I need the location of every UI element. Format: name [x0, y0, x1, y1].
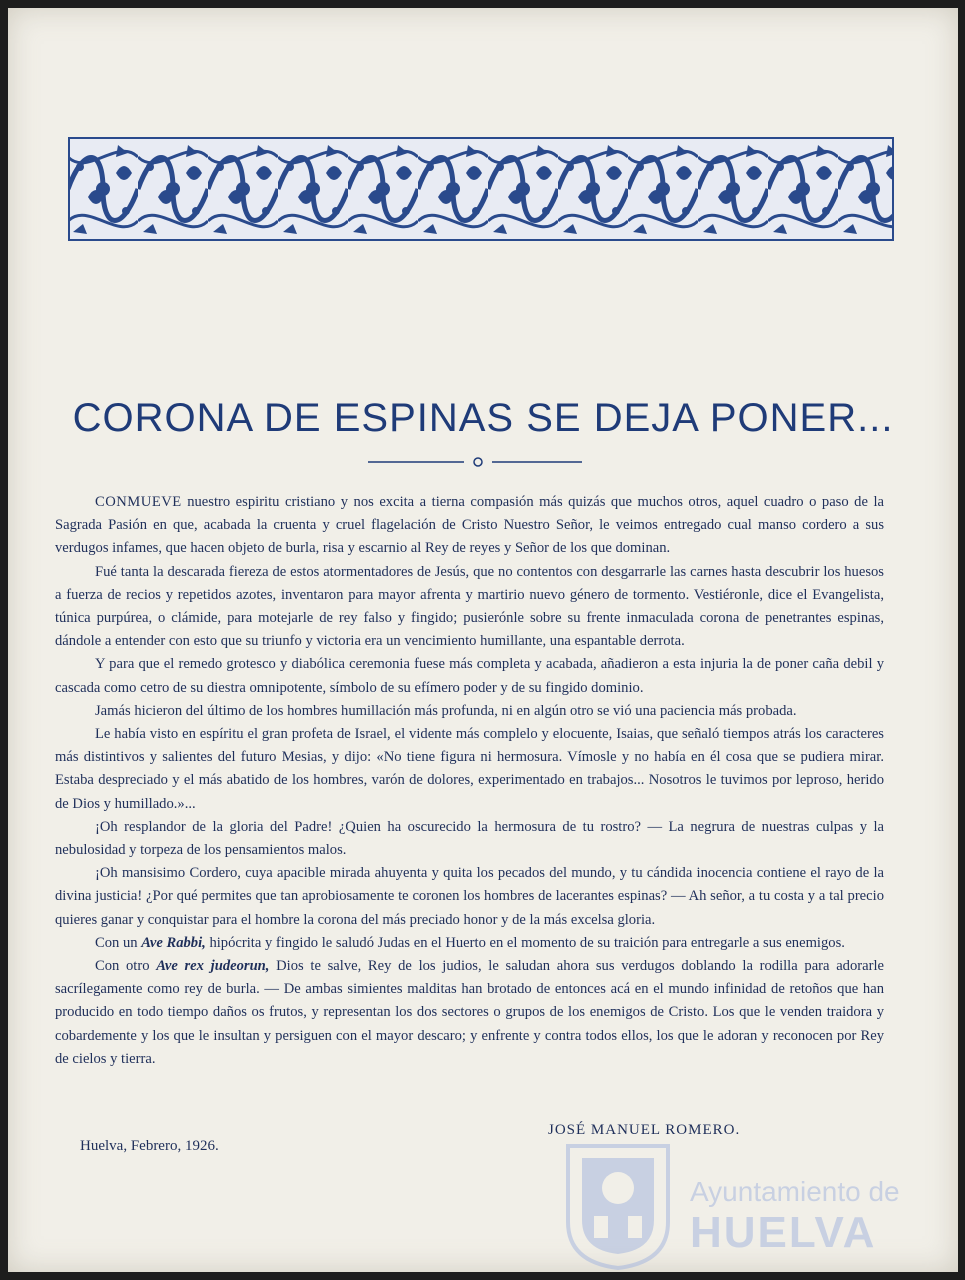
- article-body: [55, 491, 884, 1071]
- paragraph: Y para que el remedo grotesco y diabólica ceremonia fuese más completa y acabada, añadieron a esta injuria la de poner caña debil y cascada como cetro de su diestra omnipotente, símbolo de su efímero poder y de su fingido dominio.: [55, 656, 884, 696]
- paragraph: ¡Oh mansisimo Cordero, cuya apacible mirada ahuyenta y quita los pecados del mundo, y tu cándida inocencia contiene el rayo de la divina justicia! ¿Por qué permites que tan aprobiosamente te coronen los hombres de lacerantes espinas? — Ah señor, a tu costa y a tal precio quieres ganar y conquistar para el hombre la corona del más preciado honor y de la más excelsa gloria.: [55, 865, 884, 928]
- ornamental-header-band: [68, 137, 894, 241]
- latin-phrase: Ave rex judeorun,: [156, 958, 270, 975]
- page-title: CORONA DE ESPINAS SE DEJA PONER...: [72, 396, 894, 440]
- watermark-line-2: HUELVA: [690, 1208, 877, 1257]
- city-seal-icon: [558, 1142, 678, 1272]
- paragraph: ¡Oh resplandor de la gloria del Padre! ¿Quien ha oscurecido la hermosura de tu rostro? — La negrura de nuestras culpas y la nebulosidad y torpeza de los pensamientos malos.: [55, 818, 884, 859]
- paragraph: Fué tanta la descarada fiereza de estos atormentadores de Jesús, que no contentos con desgarrarle las carnes hasta descubrir los huesos a fuerza de recios y repetidos azotes, inventaron para mayor afrenta y martirio nuevo género de tormento. Vestiéronle, dice el Evangelista, túnica purpúrea, o clámide, para motejarle de rey falso y fingido; pusierónle sobre su frente inmaculada corona de penetrantes espinas, dándole a entender con esto que su triunfo y victoria era un vencimiento humillante, una espantable derrota.: [55, 563, 884, 650]
- document-page: [8, 8, 958, 1272]
- watermark-line-1: Ayuntamiento de: [690, 1176, 900, 1207]
- dateline: Huelva, Febrero, 1926.: [80, 1138, 219, 1154]
- latin-phrase: Ave Rabbi,: [141, 934, 206, 951]
- paragraph: Con otro Ave rex judeorun, Dios te salve, Rey de los judios, le saludan ahora sus verdugos doblando la rodilla para adorarle sacrílegamente como rey de burla. — De ambas simientes malditas han brotado de entonces acá en el mundo infinidad de retoños que han producido en todo tiempo daños os frutos, y representan los dos sectores o grupos de los enemigos de Cristo. Los que le venden traidora y cobardemente y los que le insultan y persiguen con el mayor descaro; y enfrente y contra todos ellos, los que le adoran y reconocen por Rey de cielos y tierra.: [55, 958, 884, 1067]
- drop-lead-word: CONMUEVE: [95, 494, 182, 510]
- paragraph: Le había visto en espíritu el gran profeta de Israel, el vidente más complelo y elocuente, Isaias, que señaló tiempos atrás los caracteres más distintivos y salientes del futuro Mesias, y dijo: «No tiene figura ni hermosura. Vímosle y no había en él cosa que se pudiera mirar. Estaba despreciado y el más abatido de los hombres, varón de dolores, experimentado en trabajos... Nosotros le tuvimos por leproso, herido de Dios y humillado.»...: [55, 726, 884, 812]
- author-signature: JOSÉ MANUEL ROMERO.: [548, 1122, 741, 1138]
- archive-watermark: [558, 1142, 918, 1272]
- paragraph: CONMUEVE nuestro espiritu cristiano y nos excita a tierna compasión más quizás que muchos otros, aquel cuadro o paso de la Sagrada Pasión en que, acabada la cruenta y cruel flagelación de Cristo Nuestro Señor, le veimos entregado cual manso cordero a sus verdugos infames, que hacen objeto de burla, risa y escarnio al Rey de reyes y Señor de los que dominan.: [55, 494, 884, 557]
- paragraph: Jamás hicieron del último de los hombres humillación más profunda, ni en algún otro se vió una paciencia más probada.: [95, 702, 797, 719]
- paragraph: Con un Ave Rabbi, hipócrita y fingido le saludó Judas en el Huerto en el momento de su traición para entregarle a sus enemigos.: [95, 934, 845, 951]
- title-divider: [368, 456, 588, 468]
